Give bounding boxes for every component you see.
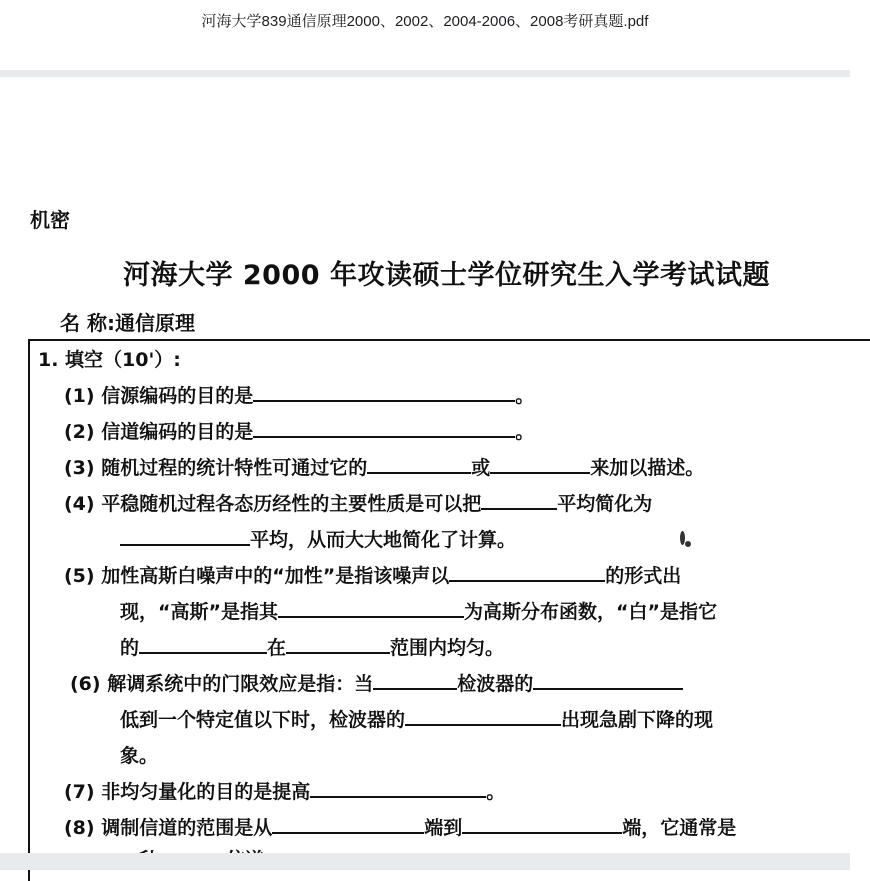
viewer-bottom-bar: [0, 853, 850, 870]
q1-text: 信源编码的目的是: [101, 385, 254, 407]
q5-text-7: 范围内均匀。: [390, 637, 505, 659]
q3-text-2: 或: [471, 457, 491, 479]
q8-text-2: 端到: [424, 817, 463, 839]
q5-text-1: 加性高斯白噪声中的“加性”是指该噪声以: [101, 565, 450, 587]
question-5-line3: [120, 633, 504, 660]
q2-blank: [253, 418, 515, 438]
question-5: [64, 561, 681, 588]
section-heading: 1. 填空（10'）:: [38, 349, 181, 371]
q8-text-3: 端，它通常是: [622, 817, 737, 839]
question-6: [70, 669, 683, 696]
secret-mark: 机密: [30, 208, 70, 232]
q5-number: (5): [64, 565, 95, 587]
q6-blank-2: [533, 670, 683, 690]
q2-number: (2): [64, 421, 95, 443]
q1-end: 。: [515, 385, 535, 407]
q5-text-5: 的: [120, 637, 140, 659]
q8-blank-1: [272, 814, 424, 834]
q6-text-3: 低到一个特定值以下时，检波器的: [120, 709, 406, 731]
viewer-header: [0, 0, 850, 70]
q8-number: (8): [64, 817, 95, 839]
q5-blank-4: [286, 634, 390, 654]
q4-blank-2: [120, 526, 250, 546]
q4-text-2: 平均简化为: [557, 493, 653, 515]
q7-blank: [310, 778, 486, 798]
pdf-page[interactable]: [0, 77, 850, 853]
question-7: [64, 777, 505, 804]
q3-blank-2: [490, 454, 590, 474]
q4-blank-1: [481, 490, 557, 510]
subject-label: 名 称:通信原理: [60, 311, 195, 335]
q7-number: (7): [64, 781, 95, 803]
q6-text-4: 出现急剧下降的现: [561, 709, 714, 731]
q4-text-3: 平均，从而大大地简化了计算。: [250, 529, 517, 551]
q3-text-1: 随机过程的统计特性可通过它的: [101, 457, 368, 479]
q5-text-2: 的形式出: [605, 565, 682, 587]
header-divider: [0, 70, 850, 77]
question-1: [64, 381, 534, 408]
question-6-line2: [120, 705, 713, 732]
question-8: [64, 813, 736, 840]
q8-blank-2: [462, 814, 622, 834]
q2-text: 信道编码的目的是: [101, 421, 254, 443]
q6-text-1: 解调系统中的门限效应是指：当: [107, 673, 374, 695]
q3-blank-1: [367, 454, 471, 474]
exam-title: 河海大学 2000 年攻读硕士学位研究生入学考试试题: [123, 260, 770, 291]
question-6-line3: 象。: [120, 745, 159, 767]
q7-end: 。: [486, 781, 506, 803]
q5-text-4: 为高斯分布函数，“白”是指它: [463, 601, 717, 623]
q6-blank-1: [373, 670, 457, 690]
q7-text: 非均匀量化的目的是提高: [101, 781, 311, 803]
q6-text-2: 检波器的: [457, 673, 534, 695]
question-4-cont: [120, 525, 516, 552]
q6-number: (6): [70, 673, 101, 695]
question-5-line2: [120, 597, 717, 624]
q3-number: (3): [64, 457, 95, 479]
q4-text-1: 平稳随机过程各态历经性的主要性质是可以把: [101, 493, 482, 515]
question-4: [64, 489, 652, 516]
q5-text-3: 现，“高斯”是指其: [120, 601, 278, 623]
q4-number: (4): [64, 493, 95, 515]
q3-text-3: 来加以描述。: [590, 457, 705, 479]
q1-blank: [253, 382, 515, 402]
question-2: [64, 417, 534, 444]
q2-end: 。: [515, 421, 535, 443]
q5-blank-2: [278, 598, 464, 618]
question-3: [64, 453, 704, 480]
document-title: 河海大学839通信原理2000、2002、2004-2006、2008考研真题.pdf: [201, 13, 649, 30]
scan-artifact: [685, 541, 691, 547]
q8-text-1: 调制信道的范围是从: [101, 817, 273, 839]
q5-text-6: 在: [267, 637, 287, 659]
q1-number: (1): [64, 385, 95, 407]
q5-blank-3: [139, 634, 267, 654]
question-box: [28, 339, 870, 881]
q6-blank-3: [405, 706, 561, 726]
q5-blank-1: [449, 562, 605, 582]
